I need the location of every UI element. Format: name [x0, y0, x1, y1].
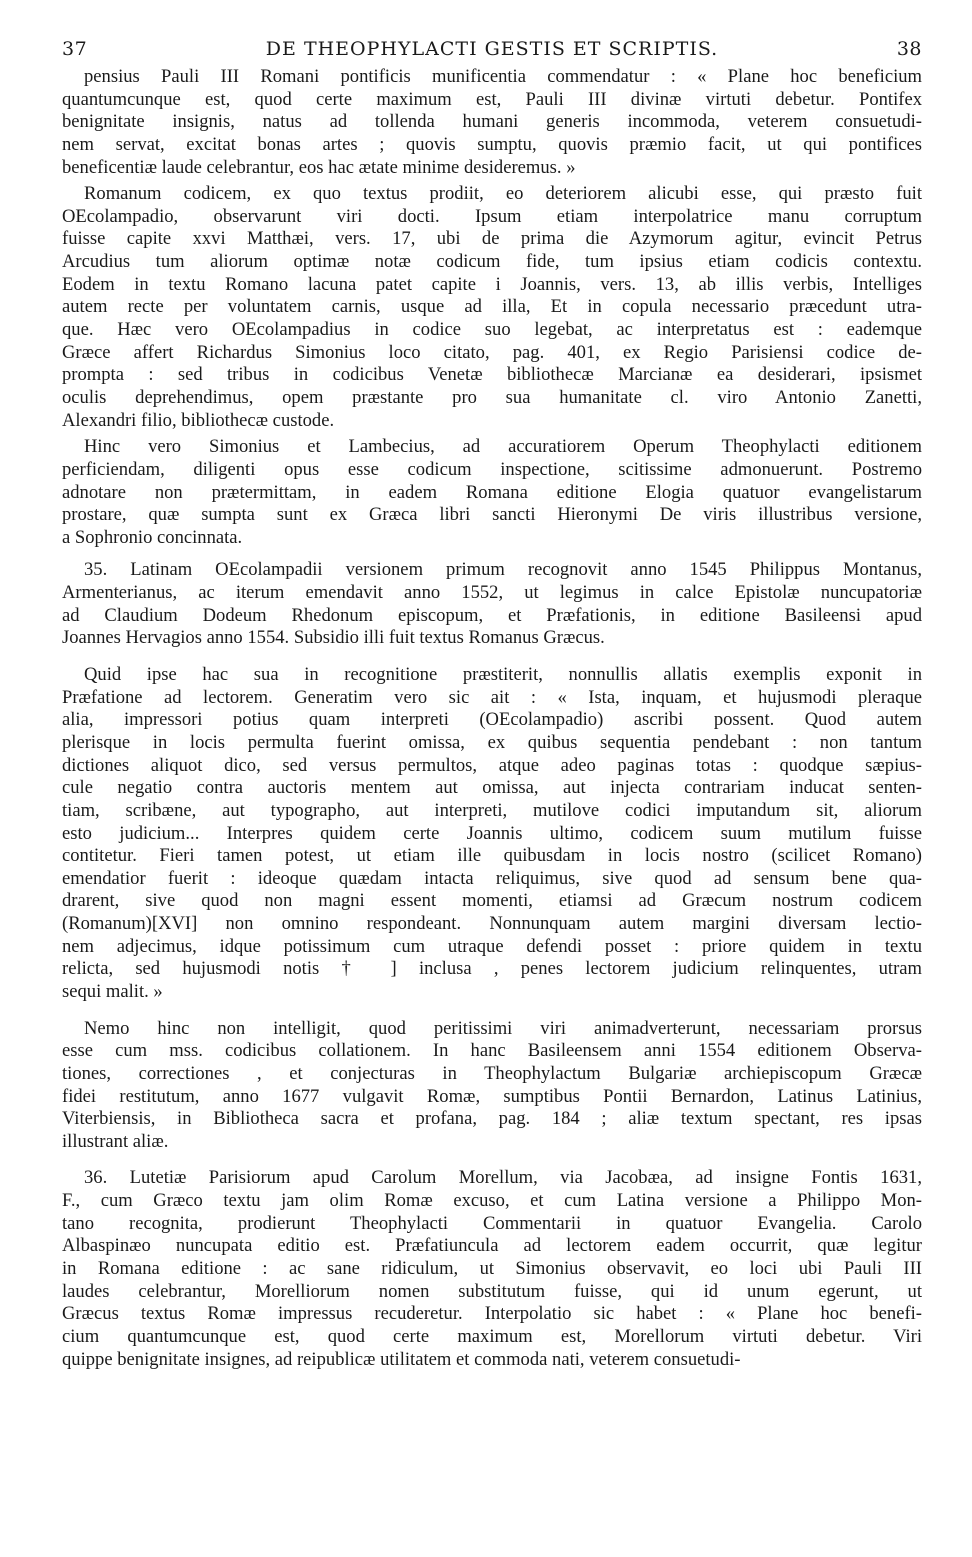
text-line: autem recte per voluntatem carnis, usque ad illa, Et in copula necessario præcedunt utra- — [62, 296, 922, 318]
text-line: Græcus textus Romæ impressus recuderetur. Interpolatio sic habet : « Plane hoc benefi- — [62, 1303, 922, 1325]
text-line: Romanum codicem, ex quo textus prodiit, eo deteriorem alicubi esse, qui præsto fuit — [84, 183, 922, 205]
paragraph-2 — [62, 183, 922, 432]
text-line: emendatior fuerit : ideoque quædam intacta reliquimus, sive quod ad sensum bene qua- — [62, 867, 922, 889]
text-line: relicta, sed hujusmodi notis † ] inclusa , penes lectorem judicium relinquentes, utram — [62, 958, 922, 980]
text-line: drarent, sive quod non magni essent momenti, etiamsi ad Græcum nostrum codicem — [62, 890, 922, 912]
text-line: alia, impressori potius quam interpreti (OEcolampadio) ascribi possent. Quod autem — [62, 709, 922, 731]
text-line: in Romana editione : ac sane ridiculum, ut Simonius observavit, eo loci ubi Pauli III — [62, 1258, 922, 1280]
text-line: Joannes Hervagios anno 1554. Subsidio illi fuit textus Romanus Græcus. — [62, 627, 605, 649]
text-line: Nemo hinc non intelligit, quod peritissimi viri animadverterunt, necessariam prorsus — [84, 1017, 922, 1039]
text-line: prompta : sed tribus in codicibus Venetæ bibliothecæ Marcianæ ea desiderari, ipsismet — [62, 364, 922, 386]
paragraph-5 — [62, 664, 922, 1004]
right-page-number: 38 — [896, 38, 922, 60]
left-page-number: 37 — [62, 38, 88, 60]
text-line: Viterbiensis, in Bibliotheca sacra et profana, pag. 184 ; aliæ textum spectant, res ipsas — [62, 1108, 922, 1130]
paragraph-7 — [62, 1167, 922, 1371]
text-line: fidei restitutum, anno 1677 vulgavit Romæ, sumptibus Pontii Bernardon, Latinus Latinius, — [62, 1085, 922, 1107]
text-line: sequi malit. » — [62, 980, 163, 1002]
text-line: quantumcunque est, quod certe maximum est, Pauli III divinæ virtuti debetur. Pontifex — [62, 88, 922, 110]
text-line: benignitate insignis, natus ad tollenda humani generis incommoda, veterem consuetudi- — [62, 111, 922, 133]
text-line: prostare, quæ sumpta sunt ex Græca libri sancti Hieronymi De viris illustribus versione, — [62, 504, 922, 526]
text-line: Quid ipse hac sua in recognitione præstiterit, nonnullis allatis exemplis exponit in — [84, 664, 922, 686]
text-line: quippe benignitate insignes, ad reipublicæ utilitatem et commoda nati, veterem consuetudi- — [62, 1348, 741, 1370]
text-line: fuisse capite xxvi Matthæi, vers. 17, ubi de prima die Azymorum agitur, evincit Petrus — [62, 228, 922, 250]
text-line: adnotare non prætermittam, in eadem Romana editione Elogia quatuor evangelistarum — [62, 481, 922, 503]
running-header — [62, 38, 922, 64]
text-line: Eodem in textu Romano lacuna patet capite i Joannis, vers. 13, ab illis verbis, Intelliges — [62, 273, 922, 295]
text-line: OEcolampadio, observarunt viri docti. Ipsum etiam interpolatrice manu corruptum — [62, 205, 922, 227]
text-line: beneficentiæ laude celebrantur, eos hac ætate minime desideremus. » — [62, 156, 576, 178]
text-line: 35. Latinam OEcolampadii versionem primum recognovit anno 1545 Philippus Montanus, — [84, 559, 922, 581]
text-line: cium quantumcunque est, quod certe maximum est, Morellorum virtuti debetur. Viri — [62, 1325, 922, 1347]
paragraph-6 — [62, 1018, 922, 1154]
text-line: que. Hæc vero OEcolampadius in codice suo legebat, ac interpretatus est : eademque — [62, 319, 922, 341]
text-line: a Sophronio concinnata. — [62, 526, 243, 548]
text-line: tiam, scribæne, aut typographo, aut interpreti, mutilove codici imputandum sit, aliorum — [62, 799, 922, 821]
text-line: plerisque in locis permulta fuerint omissa, ex quibus sequentia pendebant : non tantum — [62, 731, 922, 753]
running-title: DE THEOPHYLACTI GESTIS ET SCRIPTIS. — [265, 38, 719, 60]
text-line: oculis deprehendimus, opem præstante pro sua humanitate cl. viro Antonio Zanetti, — [62, 386, 922, 408]
text-line: illustrant aliæ. — [62, 1130, 169, 1152]
text-line: ad Claudium Dodeum Rhedonum episcopum, et Præfationis, in editione Basileensi apud — [62, 604, 922, 626]
text-line: nem servat, excitat bonas artes ; quovis sumptu, quovis præmio facit, ut qui pontifices — [62, 133, 922, 155]
text-line: esto judicium... Interpres quidem certe Joannis ultimo, codicem suum mutilum fuisse — [62, 822, 922, 844]
text-line: Albaspinæo nuncupata editio est. Præfatiuncula ad lectorem eadem occurrit, quæ legitur — [62, 1235, 922, 1257]
text-line: pensius Pauli III Romani pontificis munificentia commendatur : « Plane hoc beneficium — [84, 66, 922, 87]
book-page — [62, 38, 922, 1371]
text-line: Hinc vero Simonius et Lambecius, ad accuratiorem Operum Theophylacti editionem — [84, 436, 922, 458]
text-line: cule negatio contra auctoris mentem aut omissa, aut injecta contrariam inducat senten- — [62, 777, 922, 799]
text-line: dictiones aliquot dico, sed versus permultos, atque adeo paginas totas : quodque sæpius- — [62, 754, 922, 776]
paragraph-4 — [62, 559, 922, 650]
paragraph-1 — [62, 66, 922, 179]
text-line: Armenterianus, ac iterum emendavit anno 1552, ut legimus in calce Epistolæ nuncupatoriæ — [62, 582, 922, 604]
text-line: 36. Lutetiæ Parisiorum apud Carolum Morellum, via Jacobæa, ad insigne Fontis 1631, — [84, 1167, 922, 1189]
text-line: perficiendam, diligenti opus esse codicum inspectione, scitissime admonuerunt. Postremo — [62, 458, 922, 480]
text-line: tiones, correctiones , et conjecturas in Theophylactum Bulgariæ archiepiscopum Græcæ — [62, 1062, 922, 1084]
text-line: laudes celebrantur, Morelliorum nomen substitutum fuisse, qui id unum egerunt, ut — [62, 1280, 922, 1302]
text-line: esse cum mss. codicibus collationem. In hanc Basileensem anni 1554 editionem Observa- — [62, 1040, 922, 1062]
text-line: contitetur. Fieri tamen potest, ut etiam ille quibusdam in locis nostro (scilicet Romano) — [62, 845, 922, 867]
text-line: Alexandri filio, bibliothecæ custode. — [62, 409, 335, 431]
text-line: Arcudius tum aliorum optimæ notæ codicum fide, tum ipsius etiam codicis contextu. — [62, 251, 922, 273]
text-line: Præfatione ad lectorem. Generatim vero sic ait : « Ista, inquam, et hujusmodi pleraque — [62, 686, 922, 708]
text-line: nem adjecimus, idque potissimum cum utraque defendi posset : priore quidem in textu — [62, 935, 922, 957]
text-line: F., cum Græco textu jam olim Romæ excuso, et cum Latina versione a Philippo Mon- — [62, 1190, 922, 1212]
text-line: tano recognita, prodierunt Theophylacti Commentarii in quatuor Evangelia. Carolo — [62, 1212, 922, 1234]
paragraph-3 — [62, 436, 922, 549]
text-line: Græce affert Richardus Simonius loco citato, pag. 401, ex Regio Parisiensi codice de- — [62, 341, 922, 363]
text-line: (Romanum)[XVI] non omnino respondeant. Nonnunquam autem margini diversam lectio- — [62, 913, 922, 935]
